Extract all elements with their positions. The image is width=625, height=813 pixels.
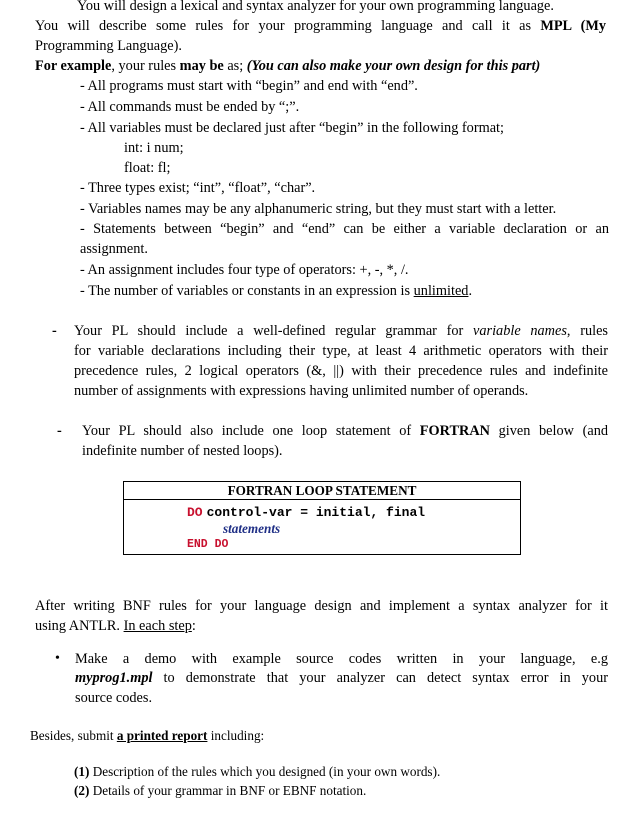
demo-bullet: • bbox=[55, 651, 60, 666]
rule-unlimited: - The number of variables or constants in an expression is unlimited. bbox=[80, 283, 473, 299]
req1-line-4: number of assignments with expressions having unlimited number of operands. bbox=[74, 383, 529, 399]
rule-declarations: - All variables must be declared just after “begin” in the following format; bbox=[80, 120, 505, 136]
req1-dash: - bbox=[52, 323, 57, 339]
code-example-int: int: i num; bbox=[124, 140, 184, 156]
end-do-keyword: END DO bbox=[187, 538, 229, 551]
do-keyword: DO bbox=[187, 505, 203, 520]
req2-dash: - bbox=[57, 423, 62, 439]
intro-line-2: You will describe some rules for your programming language and call it as MPL (My bbox=[35, 18, 607, 34]
report-item-1: (1) Description of the rules which you designed (in your own words). bbox=[74, 764, 441, 779]
rule-statements-1: - Statements between “begin” and “end” can be either a variable declaration or an bbox=[80, 221, 609, 237]
req2-line-1: Your PL should also include one loop statement of FORTRAN given below (and bbox=[82, 423, 608, 439]
rule-operators: - An assignment includes four type of operators: +, -, *, /. bbox=[80, 262, 409, 278]
rule-semicolon: - All commands must be ended by “;”. bbox=[80, 99, 300, 115]
rule-types: - Three types exist; “int”, “float”, “char”. bbox=[80, 180, 316, 196]
intro-line-1: You will design a lexical and syntax analyzer for your own programming language. bbox=[77, 0, 554, 14]
req1-line-1: Your PL should include a well-defined regular grammar for variable names, rules bbox=[74, 323, 608, 339]
demo-line-1: Make a demo with example source codes written in your language, e.g bbox=[75, 651, 608, 667]
intro-line-3: Programming Language). bbox=[35, 38, 182, 54]
demo-line-3: source codes. bbox=[75, 690, 153, 706]
after-line-1: After writing BNF rules for your language design and implement a syntax analyzer for it bbox=[35, 598, 608, 614]
req1-line-2: for variable declarations including their type, at least 4 arithmetic operators with their bbox=[74, 343, 608, 359]
rule-begin-end: - All programs must start with “begin” and end with “end”. bbox=[80, 78, 418, 94]
report-item-2: (2) Details of your grammar in BNF or EBNF notation. bbox=[74, 783, 367, 798]
after-line-2: using ANTLR. In each step: bbox=[35, 618, 196, 634]
rule-variable-names: - Variables names may be any alphanumeric string, but they must start with a letter. bbox=[80, 201, 557, 217]
req2-line-2: indefinite number of nested loops). bbox=[82, 443, 283, 459]
fortran-statements: statements bbox=[223, 521, 281, 536]
rule-statements-2: assignment. bbox=[80, 241, 148, 257]
example-heading: For example, your rules may be as; (You can also make your own design for this part) bbox=[35, 58, 541, 74]
do-header: control-var = initial, final bbox=[206, 505, 426, 520]
fortran-loop-box bbox=[123, 481, 521, 555]
submit-line: Besides, submit a printed report including: bbox=[30, 728, 265, 743]
req1-line-3: precedence rules, 2 logical operators (&, ||) with their precedence rules and indefinite bbox=[74, 363, 608, 379]
fortran-box-title: FORTRAN LOOP STATEMENT bbox=[124, 482, 520, 500]
code-example-float: float: fl; bbox=[124, 160, 171, 176]
demo-line-2: myprog1.mpl to demonstrate that your analyzer can detect syntax error in your bbox=[75, 670, 608, 686]
